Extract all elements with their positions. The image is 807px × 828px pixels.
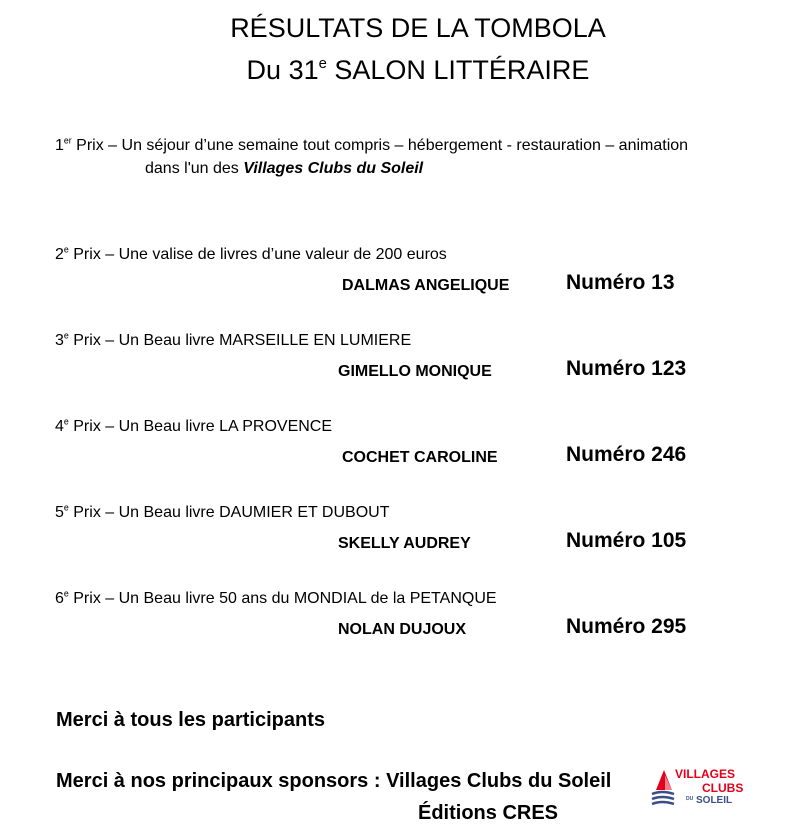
prize-ordinal: e: [63, 244, 69, 255]
prize-description: Prix – Une valise de livres d’une valeur de 200 euros: [68, 246, 447, 263]
prize-rank: 5: [55, 504, 64, 521]
logo-word-du: DU: [686, 796, 694, 802]
prize-1-line: [55, 136, 688, 156]
prize-3-winner: GIMELLO MONIQUE: [338, 363, 492, 380]
prize-ordinal: e: [63, 416, 69, 427]
subtitle-suffix: SALON LITTÉRAIRE: [326, 55, 590, 85]
thanks-participants: Merci à tous les participants: [56, 709, 325, 731]
prize-ordinal: er: [63, 135, 72, 146]
prize-2-number: Numéro 13: [566, 271, 675, 294]
prize-1-continuation: [145, 159, 423, 179]
page-subtitle: [0, 54, 807, 86]
prize-6-winner: NOLAN DUJOUX: [338, 621, 467, 638]
prize-3-number: Numéro 123: [566, 357, 687, 380]
prize-4-number: Numéro 246: [566, 443, 687, 466]
prize-2-winner: DALMAS ANGELIQUE: [342, 277, 510, 294]
prize-description: Prix – Un Beau livre LA PROVENCE: [68, 418, 333, 435]
prize-6-number: Numéro 295: [566, 615, 687, 638]
prize-ordinal: e: [63, 588, 69, 599]
prize-5-winner: SKELLY AUDREY: [338, 535, 471, 552]
prize-continuation-brand: Villages Clubs du Soleil: [243, 160, 424, 177]
villages-clubs-logo: [650, 766, 756, 810]
prize-rank: 3: [55, 332, 64, 349]
prize-5-line: [55, 503, 389, 523]
thanks-sponsors: Merci à nos principaux sponsors : Villages Clubs du Soleil: [56, 770, 612, 792]
prize-description: Prix – Un Beau livre MARSEILLE EN LUMIERE: [68, 332, 412, 349]
logo-word-villages: VILLAGES: [675, 767, 736, 781]
prize-description: Prix – Un Beau livre DAUMIER ET DUBOUT: [68, 504, 390, 521]
prize-continuation-text: dans l'un des: [145, 160, 244, 177]
prize-3-line: [55, 331, 411, 351]
prize-rank: 6: [55, 590, 64, 607]
prize-4-line: [55, 417, 332, 437]
prize-5-number: Numéro 105: [566, 529, 687, 552]
prize-6-line: [55, 589, 497, 609]
logo-word-soleil: SOLEIL: [696, 795, 733, 806]
subtitle-ordinal: e: [318, 55, 327, 72]
prize-4-winner: COCHET CAROLINE: [342, 449, 498, 466]
prize-ordinal: e: [63, 330, 69, 341]
page-title: RÉSULTATS DE LA TOMBOLA: [230, 13, 606, 43]
prize-description: Prix – Un séjour d’une semaine tout compris – hébergement - restauration – animation: [71, 137, 689, 154]
prize-ordinal: e: [63, 502, 69, 513]
subtitle-prefix: Du 31: [246, 55, 319, 85]
logo-word-clubs: CLUBS: [702, 781, 744, 795]
prize-rank: 2: [55, 246, 64, 263]
prize-rank: 4: [55, 418, 64, 435]
prize-2-line: [55, 245, 447, 265]
prize-description: Prix – Un Beau livre 50 ans du MONDIAL de la PETANQUE: [68, 590, 497, 607]
prize-rank: 1: [55, 137, 64, 154]
sponsor-editions: Éditions CRES: [418, 802, 559, 824]
